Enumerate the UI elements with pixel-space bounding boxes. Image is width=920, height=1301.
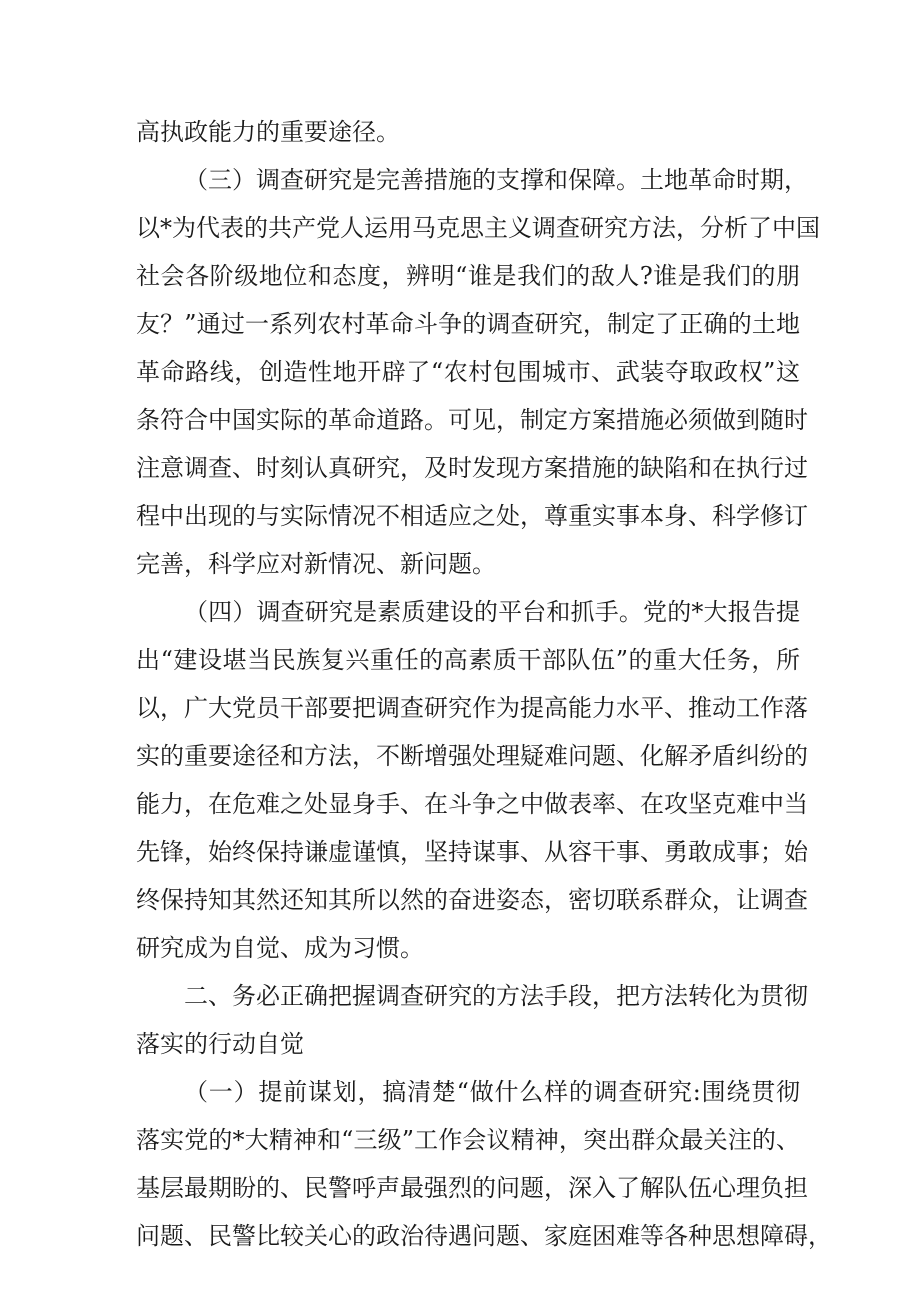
section-heading-2: 二、务必正确把握调查研究的方法手段，把方法转化为贯彻 (184, 982, 808, 1010)
text-line: 高执政能力的重要途径。 (136, 118, 400, 146)
paragraph-heading-4: （四）调查研究是素质建设的平台和抓手。党的*大报告提 (184, 598, 800, 626)
text-line: 问题、民警比较关心的政治待遇问题、家庭困难等各种思想障碍， (136, 1222, 832, 1250)
text-line: 实的重要途径和方法，不断增强处理疑难问题、化解矛盾纠纷的 (136, 742, 808, 770)
text-line: 革命路线，创造性地开辟了“农村包围城市、武装夺取政权”这 (136, 358, 800, 386)
text-line: 条符合中国实际的革命道路。可见，制定方案措施必须做到随时 (136, 406, 808, 434)
text-line: 终保持知其然还知其所以然的奋进姿态，密切联系群众，让调查 (136, 886, 808, 914)
text-line: 基层最期盼的、民警呼声最强烈的问题，深入了解队伍心理负担 (136, 1174, 808, 1202)
section-heading-2-cont: 落实的行动自觉 (136, 1030, 304, 1058)
paragraph-heading-3: （三）调查研究是完善措施的支撑和保障。土地革命时期， (184, 166, 808, 194)
text-line: 落实党的*大精神和“三级”工作会议精神，突出群众最关注的、 (136, 1126, 800, 1154)
text-line: 程中出现的与实际情况不相适应之处，尊重实事本身、科学修订 (136, 502, 808, 530)
text-line: 社会各阶级地位和态度，辨明“谁是我们的敌人?谁是我们的朋 (136, 262, 800, 290)
text-line: 以，广大党员干部要把调查研究作为提高能力水平、推动工作落 (136, 694, 808, 722)
text-line: 出“建设堪当民族复兴重任的高素质干部队伍”的重大任务，所 (136, 646, 800, 674)
text-line: 能力，在危难之处显身手、在斗争之中做表率、在攻坚克难中当 (136, 790, 808, 818)
text-line: 以*为代表的共产党人运用马克思主义调查研究方法，分析了中国 (136, 214, 820, 242)
text-line: 完善，科学应对新情况、新问题。 (136, 550, 496, 578)
text-line: 注意调查、时刻认真研究，及时发现方案措施的缺陷和在执行过 (136, 454, 808, 482)
paragraph-heading-1: （一）提前谋划，搞清楚“做什么样的调查研究:围绕贯彻 (184, 1078, 800, 1106)
text-line: 研究成为自觉、成为习惯。 (136, 934, 424, 962)
text-line: 友？”通过一系列农村革命斗争的调查研究，制定了正确的土地 (136, 310, 800, 338)
text-line: 先锋，始终保持谦虚谨慎，坚持谋事、从容干事、勇敢成事；始 (136, 838, 808, 866)
